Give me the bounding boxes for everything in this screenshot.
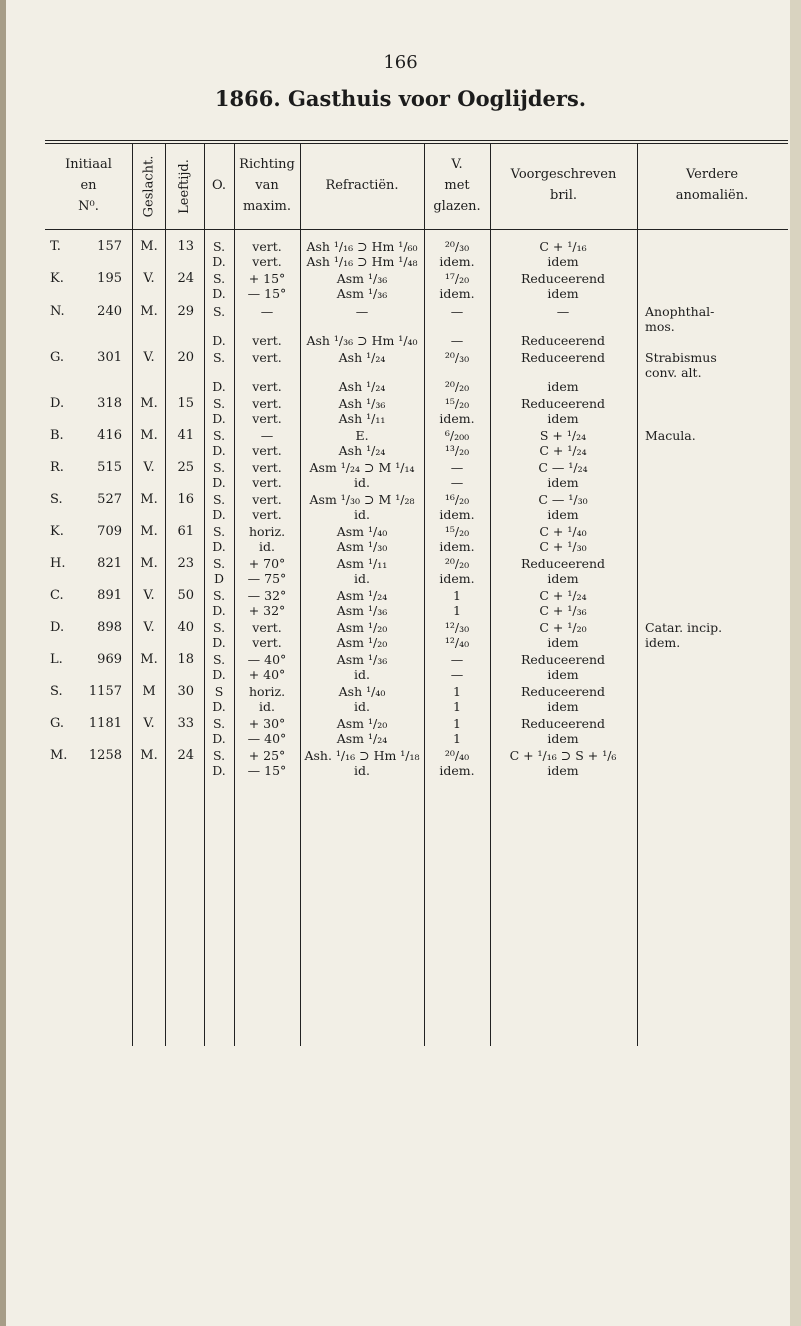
header-bottom-rule xyxy=(45,229,788,230)
prescribed-glasses: idem xyxy=(547,285,579,301)
eye-side: D. xyxy=(212,698,226,714)
eye-side: S. xyxy=(212,652,226,667)
visual-acuity: ¹⁶/₂₀ xyxy=(444,492,470,507)
eye-side: D. xyxy=(212,506,226,522)
row-number: 240 xyxy=(97,304,122,319)
visual-acuity: 1 xyxy=(453,716,461,731)
row-age: 40 xyxy=(177,620,194,635)
row-sex: M xyxy=(142,684,156,699)
refraction-value: Asm ¹/₂₄ xyxy=(336,588,388,603)
eye-side: S. xyxy=(212,748,226,763)
axis-direction: id. xyxy=(259,698,275,714)
row-sex: V. xyxy=(143,460,155,475)
axis-direction: vert. xyxy=(252,396,282,411)
refraction-value: Ash ¹/₁₁ xyxy=(338,410,386,426)
refraction-value: Ash ¹/₁₆ ⊃ Hm ¹/₄₈ xyxy=(306,253,418,269)
header-oog: O. xyxy=(211,177,227,193)
header-geslacht: Geslacht. xyxy=(141,155,157,217)
eye-side: S. xyxy=(212,588,226,603)
row-age: 30 xyxy=(177,684,194,699)
visual-acuity: 1 xyxy=(453,730,461,746)
other-anomalies: idem. xyxy=(645,634,681,650)
eye-side: D. xyxy=(212,538,226,554)
eye-side: S. xyxy=(212,350,226,365)
visual-acuity: ¹³/₂₀ xyxy=(444,442,470,458)
refraction-value: id. xyxy=(354,506,370,522)
row-age: 23 xyxy=(177,556,194,571)
col-divider xyxy=(204,144,205,1046)
eye-side: S. xyxy=(212,304,226,319)
prescribed-glasses: C — ¹/₃₀ xyxy=(538,492,588,507)
visual-acuity: idem. xyxy=(439,762,475,778)
visual-acuity: idem. xyxy=(439,506,475,522)
axis-direction: vert. xyxy=(252,442,282,458)
refraction-value: Asm ¹/₂₄ xyxy=(336,730,388,746)
row-number: 898 xyxy=(97,620,122,635)
refraction-value: Asm ¹/₃₆ xyxy=(336,285,388,301)
axis-direction: vert. xyxy=(252,333,282,348)
refraction-value: id. xyxy=(354,698,370,714)
col-divider xyxy=(165,144,166,1046)
prescribed-glasses: idem xyxy=(547,253,579,269)
visual-acuity: ¹⁵/₂₀ xyxy=(444,524,470,539)
visual-acuity: — xyxy=(450,460,464,475)
row-number: 416 xyxy=(97,428,122,443)
refraction-value: id. xyxy=(354,474,370,490)
other-anomalies: Catar. incip. xyxy=(645,620,723,635)
eye-side: S. xyxy=(212,239,226,254)
visual-acuity: ¹²/₄₀ xyxy=(444,634,470,650)
refraction-value: id. xyxy=(354,570,370,586)
refraction-value: Asm ¹/₃₆ xyxy=(336,271,388,286)
row-sex: V. xyxy=(143,350,155,365)
prescribed-glasses: C + ¹/₃₀ xyxy=(539,538,587,554)
prescribed-glasses: idem xyxy=(547,410,579,426)
visual-acuity: 1 xyxy=(453,602,461,618)
refraction-value: Asm ¹/₃₆ xyxy=(336,602,388,618)
header-richting: Richting van maxim. xyxy=(239,156,295,214)
row-initial: K. xyxy=(50,271,64,286)
row-number: 195 xyxy=(97,271,122,286)
visual-acuity: ²⁰/₂₀ xyxy=(444,556,470,571)
refraction-value: Asm ¹/₄₀ xyxy=(336,524,388,539)
prescribed-glasses: idem xyxy=(547,762,579,778)
refraction-value: — xyxy=(355,304,369,319)
other-anomalies: conv. alt. xyxy=(645,364,702,380)
eye-side: S. xyxy=(212,396,226,411)
header-initiaal: Initiaal en N⁰. xyxy=(65,156,112,214)
row-age: 13 xyxy=(177,239,194,254)
axis-direction: — 15° xyxy=(247,285,287,301)
axis-direction: vert. xyxy=(252,474,282,490)
visual-acuity: ⁶/₂₀₀ xyxy=(444,428,470,443)
axis-direction: vert. xyxy=(252,350,282,365)
row-initial: M. xyxy=(50,748,68,763)
row-initial: T. xyxy=(50,239,61,254)
row-sex: M. xyxy=(140,239,158,254)
refraction-value: Asm ¹/₁₁ xyxy=(336,556,388,571)
row-age: 20 xyxy=(177,350,194,365)
eye-side: D. xyxy=(212,730,226,746)
refraction-value: Asm ¹/₃₀ xyxy=(336,538,388,554)
row-initial: S. xyxy=(50,684,63,699)
prescribed-glasses: Reduceerend xyxy=(520,333,606,348)
eye-side: D. xyxy=(212,474,226,490)
visual-acuity: idem. xyxy=(439,410,475,426)
page-number: 166 xyxy=(383,52,418,73)
axis-direction: vert. xyxy=(252,379,282,394)
prescribed-glasses: Reduceerend xyxy=(520,716,606,731)
row-initial: B. xyxy=(50,428,64,443)
row-initial: G. xyxy=(50,716,65,731)
prescribed-glasses: S + ¹/₂₄ xyxy=(539,428,587,443)
visual-acuity: idem. xyxy=(439,285,475,301)
row-sex: M. xyxy=(140,524,158,539)
prescribed-glasses: idem xyxy=(547,474,579,490)
prescribed-glasses: idem xyxy=(547,570,579,586)
col-divider xyxy=(300,144,301,1046)
visual-acuity: ²⁰/₂₀ xyxy=(444,379,470,394)
row-number: 1258 xyxy=(88,748,122,763)
other-anomalies: Anophthal- xyxy=(645,304,715,319)
prescribed-glasses: C + ¹/₂₄ xyxy=(539,588,587,603)
refraction-value: id. xyxy=(354,762,370,778)
visual-acuity: 1 xyxy=(453,698,461,714)
row-age: 29 xyxy=(177,304,194,319)
col-divider xyxy=(234,144,235,1046)
axis-direction: — 75° xyxy=(247,570,287,586)
visual-acuity: idem. xyxy=(439,538,475,554)
axis-direction: — 40° xyxy=(247,652,287,667)
refraction-value: Ash ¹/₁₆ ⊃ Hm ¹/₆₀ xyxy=(306,239,418,254)
row-sex: M. xyxy=(140,428,158,443)
prescribed-glasses: Reduceerend xyxy=(520,652,606,667)
prescribed-glasses: idem xyxy=(547,634,579,650)
axis-direction: — 40° xyxy=(247,730,287,746)
other-anomalies: mos. xyxy=(645,318,675,334)
prescribed-glasses: idem xyxy=(547,730,579,746)
row-number: 318 xyxy=(97,396,122,411)
visual-acuity: ²⁰/₄₀ xyxy=(444,748,470,763)
eye-side: D. xyxy=(212,285,226,301)
refraction-value: Ash ¹/₂₄ xyxy=(338,379,386,394)
refraction-value: Asm ¹/₃₆ xyxy=(336,652,388,667)
axis-direction: vert. xyxy=(252,239,282,254)
axis-direction: — xyxy=(260,428,274,443)
col-divider xyxy=(424,144,425,1046)
eye-side: S. xyxy=(212,556,226,571)
prescribed-glasses: C + ¹/₂₄ xyxy=(539,442,587,458)
visual-acuity: idem. xyxy=(439,253,475,269)
prescribed-glasses: idem xyxy=(547,698,579,714)
row-initial: R. xyxy=(50,460,64,475)
row-initial: L. xyxy=(50,652,63,667)
header-leeftijd: Leeftijd. xyxy=(177,158,193,214)
prescribed-glasses: Reduceerend xyxy=(520,556,606,571)
eye-side: D. xyxy=(212,379,226,394)
row-initial: S. xyxy=(50,492,63,507)
visual-acuity: ¹⁷/₂₀ xyxy=(444,271,470,286)
refraction-value: Ash ¹/₂₄ xyxy=(338,442,386,458)
page-edge xyxy=(790,0,801,1326)
header-refractien: Refractiën. xyxy=(325,177,399,193)
row-sex: M. xyxy=(140,748,158,763)
col-divider xyxy=(490,144,491,1046)
row-number: 969 xyxy=(97,652,122,667)
row-sex: V. xyxy=(143,271,155,286)
row-initial: D. xyxy=(50,620,65,635)
prescribed-glasses: — xyxy=(556,304,570,319)
prescribed-glasses: C + ¹/₁₆ ⊃ S + ¹/₆ xyxy=(509,748,617,763)
eye-side: D. xyxy=(212,442,226,458)
col-divider xyxy=(637,144,638,1046)
refraction-value: Asm ¹/₂₀ xyxy=(336,716,388,731)
axis-direction: + 15° xyxy=(248,271,286,286)
refraction-value: Asm ¹/₂₀ xyxy=(336,634,388,650)
refraction-value: Ash ¹/₃₆ ⊃ Hm ¹/₄₀ xyxy=(306,333,418,348)
axis-direction: — 15° xyxy=(247,762,287,778)
prescribed-glasses: C + ¹/₁₆ xyxy=(539,239,587,254)
visual-acuity: 1 xyxy=(453,684,461,699)
row-sex: V. xyxy=(143,716,155,731)
row-initial: C. xyxy=(50,588,64,603)
refraction-value: E. xyxy=(355,428,369,443)
axis-direction: vert. xyxy=(252,492,282,507)
header-verdere: Verdere anomaliën. xyxy=(675,167,749,203)
row-age: 24 xyxy=(177,748,194,763)
prescribed-glasses: idem xyxy=(547,506,579,522)
row-age: 41 xyxy=(177,428,194,443)
visual-acuity: — xyxy=(450,333,464,348)
table-top-rule xyxy=(45,140,788,141)
refraction-value: Ash. ¹/₁₆ ⊃ Hm ¹/₁₈ xyxy=(304,748,420,763)
book-spine-shadow xyxy=(0,0,6,1326)
prescribed-glasses: Reduceerend xyxy=(520,396,606,411)
visual-acuity: ¹⁵/₂₀ xyxy=(444,396,470,411)
row-number: 709 xyxy=(97,524,122,539)
row-initial: N. xyxy=(50,304,65,319)
eye-side: S. xyxy=(212,716,226,731)
row-age: 61 xyxy=(177,524,194,539)
other-anomalies: Macula. xyxy=(645,428,696,443)
row-initial: H. xyxy=(50,556,66,571)
eye-side: S xyxy=(214,684,224,699)
prescribed-glasses: Reduceerend xyxy=(520,350,606,365)
visual-acuity: idem. xyxy=(439,570,475,586)
axis-direction: id. xyxy=(259,538,275,554)
row-number: 527 xyxy=(97,492,122,507)
row-number: 301 xyxy=(97,350,122,365)
row-number: 515 xyxy=(97,460,122,475)
axis-direction: + 70° xyxy=(248,556,286,571)
row-sex: M. xyxy=(140,304,158,319)
eye-side: D. xyxy=(212,253,226,269)
prescribed-glasses: C + ¹/₃₆ xyxy=(539,602,587,618)
row-sex: V. xyxy=(143,620,155,635)
row-number: 821 xyxy=(97,556,122,571)
visual-acuity: ²⁰/₃₀ xyxy=(444,350,470,365)
refraction-value: id. xyxy=(354,666,370,682)
row-sex: M. xyxy=(140,396,158,411)
page-title: 1866. Gasthuis voor Ooglijders. xyxy=(214,86,587,111)
eye-side: S. xyxy=(212,460,226,475)
row-age: 18 xyxy=(177,652,194,667)
visual-acuity: ¹²/₃₀ xyxy=(444,620,470,635)
axis-direction: — xyxy=(260,304,274,319)
eye-side: S. xyxy=(212,271,226,286)
axis-direction: vert. xyxy=(252,253,282,269)
row-number: 891 xyxy=(97,588,122,603)
row-age: 25 xyxy=(177,460,194,475)
eye-side: D. xyxy=(212,634,226,650)
axis-direction: + 25° xyxy=(248,748,286,763)
eye-side: S. xyxy=(212,524,226,539)
visual-acuity: 1 xyxy=(453,588,461,603)
eye-side: D. xyxy=(212,666,226,682)
refraction-value: Asm ¹/₂₀ xyxy=(336,620,388,635)
axis-direction: + 30° xyxy=(248,716,286,731)
axis-direction: vert. xyxy=(252,620,282,635)
row-age: 24 xyxy=(177,271,194,286)
row-sex: M. xyxy=(140,556,158,571)
axis-direction: horiz. xyxy=(248,524,286,539)
eye-side: S. xyxy=(212,620,226,635)
row-number: 1181 xyxy=(88,716,122,731)
row-number: 1157 xyxy=(88,684,122,699)
axis-direction: — 32° xyxy=(247,588,287,603)
row-age: 50 xyxy=(177,588,194,603)
eye-side: D. xyxy=(212,333,226,348)
visual-acuity: — xyxy=(450,304,464,319)
row-number: 157 xyxy=(97,239,122,254)
eye-side: S. xyxy=(212,492,226,507)
axis-direction: vert. xyxy=(252,634,282,650)
refraction-value: Ash ¹/₂₄ xyxy=(338,350,386,365)
header-bril: Voorgeschreven bril. xyxy=(510,167,617,203)
row-age: 15 xyxy=(177,396,194,411)
axis-direction: + 40° xyxy=(248,666,286,682)
refraction-value: Asm ¹/₂₄ ⊃ M ¹/₁₄ xyxy=(309,460,415,475)
col-divider xyxy=(132,144,133,1046)
prescribed-glasses: Reduceerend xyxy=(520,271,606,286)
eye-side: D. xyxy=(212,602,226,618)
axis-direction: vert. xyxy=(252,410,282,426)
eye-side: D xyxy=(213,570,225,586)
row-sex: M. xyxy=(140,652,158,667)
row-sex: M. xyxy=(140,492,158,507)
visual-acuity: ²⁰/₃₀ xyxy=(444,239,470,254)
prescribed-glasses: C — ¹/₂₄ xyxy=(538,460,588,475)
row-initial: D. xyxy=(50,396,65,411)
row-initial: K. xyxy=(50,524,64,539)
visual-acuity: — xyxy=(450,474,464,490)
header-visus: V. met glazen. xyxy=(433,156,481,214)
eye-side: D. xyxy=(212,762,226,778)
prescribed-glasses: C + ¹/₄₀ xyxy=(539,524,587,539)
refraction-value: Ash ¹/₄₀ xyxy=(338,684,386,699)
eye-side: D. xyxy=(212,410,226,426)
refraction-value: Ash ¹/₃₆ xyxy=(338,396,386,411)
other-anomalies: Strabismus xyxy=(645,350,717,365)
row-age: 16 xyxy=(177,492,194,507)
prescribed-glasses: Reduceerend xyxy=(520,684,606,699)
prescribed-glasses: C + ¹/₂₀ xyxy=(539,620,587,635)
visual-acuity: — xyxy=(450,666,464,682)
row-initial: G. xyxy=(50,350,65,365)
axis-direction: horiz. xyxy=(248,684,286,699)
prescribed-glasses: idem xyxy=(547,379,579,394)
axis-direction: + 32° xyxy=(248,602,286,618)
row-age: 33 xyxy=(177,716,194,731)
row-sex: V. xyxy=(143,588,155,603)
visual-acuity: — xyxy=(450,652,464,667)
refraction-value: Asm ¹/₃₀ ⊃ M ¹/₂₈ xyxy=(309,492,415,507)
axis-direction: vert. xyxy=(252,460,282,475)
prescribed-glasses: idem xyxy=(547,666,579,682)
axis-direction: vert. xyxy=(252,506,282,522)
eye-side: S. xyxy=(212,428,226,443)
